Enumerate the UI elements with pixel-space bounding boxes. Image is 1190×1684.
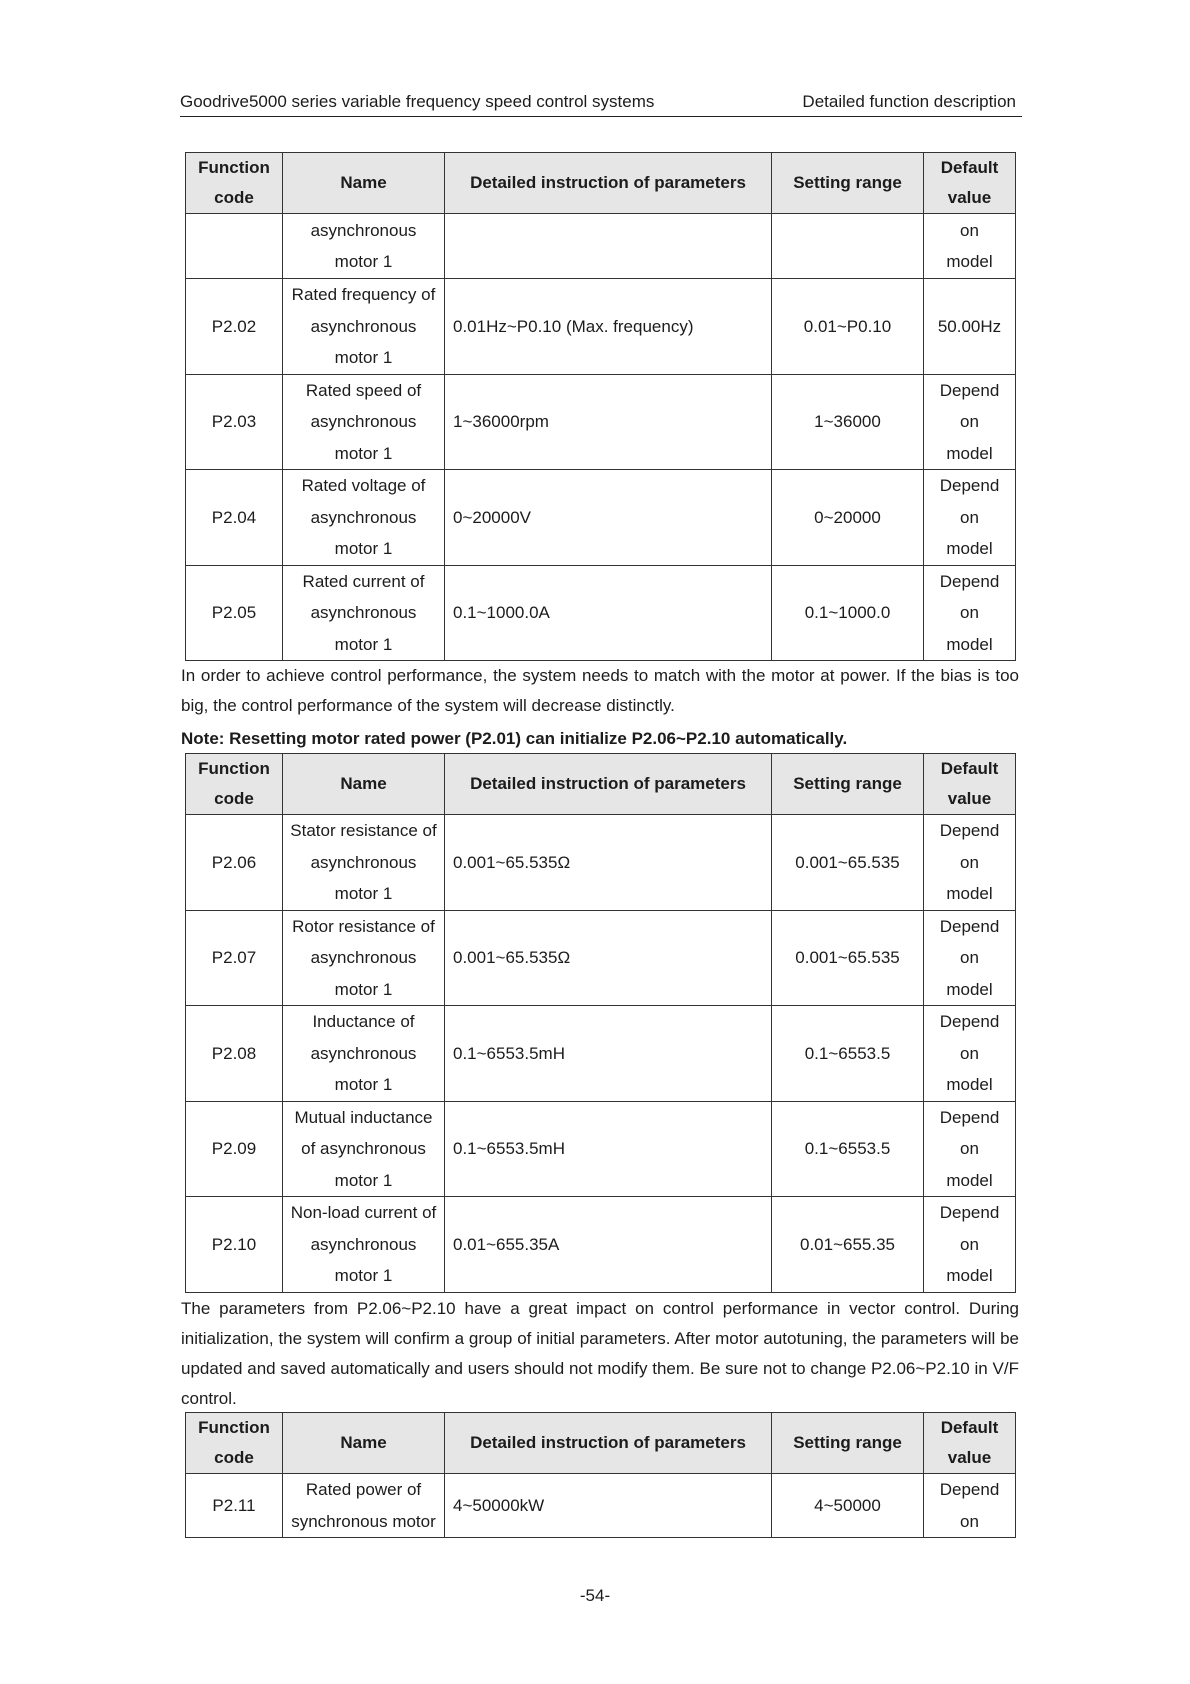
param-name: Rated current of asynchronous motor 1 — [283, 565, 445, 661]
col-header-default: Default value — [924, 754, 1016, 815]
param-description: 0.001~65.535Ω — [445, 910, 772, 1006]
setting-range: 0~20000 — [772, 470, 924, 566]
default-value: Depend on model — [924, 1006, 1016, 1102]
setting-range: 0.001~65.535 — [772, 815, 924, 911]
table-row — [186, 470, 1016, 566]
col-header-description: Detailed instruction of parameters — [445, 1413, 772, 1474]
setting-range: 0.1~6553.5 — [772, 1101, 924, 1197]
param-name: Rated frequency of asynchronous motor 1 — [283, 279, 445, 375]
setting-range: 4~50000 — [772, 1474, 924, 1538]
default-value: Depend on model — [924, 1197, 1016, 1293]
param-description — [445, 214, 772, 279]
table-row — [186, 1474, 1016, 1538]
default-value: Depend on model — [924, 815, 1016, 911]
table-row — [186, 279, 1016, 375]
col-header-default: Default value — [924, 153, 1016, 214]
col-header-name: Name — [283, 754, 445, 815]
param-description: 1~36000rpm — [445, 374, 772, 470]
param-description: 0~20000V — [445, 470, 772, 566]
function-code — [186, 214, 283, 279]
page-header — [180, 92, 1022, 117]
table-header-row — [186, 153, 1016, 214]
param-name: Rated power of synchronous motor — [283, 1474, 445, 1538]
param-name: asynchronous motor 1 — [283, 214, 445, 279]
parameter-table-2 — [185, 753, 1016, 1293]
paragraph-motor-matching: In order to achieve control performance, the system needs to match with the motor at power. If the bias is too big, the control performance of the system will decrease distinctly. — [181, 666, 1019, 715]
param-name: Non-load current of asynchronous motor 1 — [283, 1197, 445, 1293]
col-header-function-code: Function code — [186, 153, 283, 214]
default-value: Depend on model — [924, 470, 1016, 566]
setting-range: 0.01~P0.10 — [772, 279, 924, 375]
col-header-description: Detailed instruction of parameters — [445, 754, 772, 815]
header-title: Goodrive5000 series variable frequency speed control systems — [180, 92, 655, 111]
col-header-function-code: Function code — [186, 754, 283, 815]
param-name: Stator resistance of asynchronous motor 1 — [283, 815, 445, 911]
col-header-description: Detailed instruction of parameters — [445, 153, 772, 214]
page-number: -54- — [579, 1586, 611, 1605]
table-row — [186, 1006, 1016, 1102]
param-description: 0.1~6553.5mH — [445, 1006, 772, 1102]
param-description: 0.01Hz~P0.10 (Max. frequency) — [445, 279, 772, 375]
setting-range: 0.1~1000.0 — [772, 565, 924, 661]
col-header-name: Name — [283, 153, 445, 214]
default-value: Depend on model — [924, 565, 1016, 661]
function-code: P2.04 — [186, 470, 283, 566]
table-row-continued — [186, 214, 1016, 279]
function-code: P2.09 — [186, 1101, 283, 1197]
param-description: 0.01~655.35A — [445, 1197, 772, 1293]
table-row — [186, 910, 1016, 1006]
function-code: P2.06 — [186, 815, 283, 911]
default-value: Depend on — [924, 1474, 1016, 1538]
function-code: P2.02 — [186, 279, 283, 375]
param-description: 0.1~6553.5mH — [445, 1101, 772, 1197]
col-header-setting-range: Setting range — [772, 754, 924, 815]
default-value: Depend on model — [924, 374, 1016, 470]
table-header-row — [186, 754, 1016, 815]
table-row — [186, 1101, 1016, 1197]
default-value: Depend on model — [924, 910, 1016, 1006]
setting-range: 0.1~6553.5 — [772, 1006, 924, 1102]
setting-range — [772, 214, 924, 279]
param-name: Rated voltage of asynchronous motor 1 — [283, 470, 445, 566]
default-value: Depend on model — [924, 1101, 1016, 1197]
col-header-function-code: Function code — [186, 1413, 283, 1474]
parameter-table-1 — [185, 152, 1016, 661]
note-reset-rated-power: Note: Resetting motor rated power (P2.01) can initialize P2.06~P2.10 automatically. — [181, 729, 848, 748]
param-description: 0.001~65.535Ω — [445, 815, 772, 911]
param-name: Inductance of asynchronous motor 1 — [283, 1006, 445, 1102]
col-header-default: Default value — [924, 1413, 1016, 1474]
param-description: 0.1~1000.0A — [445, 565, 772, 661]
default-value: 50.00Hz — [924, 279, 1016, 375]
setting-range: 1~36000 — [772, 374, 924, 470]
table-row — [186, 374, 1016, 470]
table-header-row — [186, 1413, 1016, 1474]
table-row — [186, 1197, 1016, 1293]
setting-range: 0.01~655.35 — [772, 1197, 924, 1293]
param-description: 4~50000kW — [445, 1474, 772, 1538]
param-name: Mutual inductance of asynchronous motor 1 — [283, 1101, 445, 1197]
default-value: on model — [924, 214, 1016, 279]
table-row — [186, 565, 1016, 661]
function-code: P2.08 — [186, 1006, 283, 1102]
col-header-setting-range: Setting range — [772, 153, 924, 214]
function-code: P2.07 — [186, 910, 283, 1006]
function-code: P2.03 — [186, 374, 283, 470]
header-section: Detailed function description — [802, 92, 1016, 111]
function-code: P2.10 — [186, 1197, 283, 1293]
col-header-name: Name — [283, 1413, 445, 1474]
param-name: Rotor resistance of asynchronous motor 1 — [283, 910, 445, 1006]
function-code: P2.05 — [186, 565, 283, 661]
parameter-table-3 — [185, 1412, 1016, 1538]
col-header-setting-range: Setting range — [772, 1413, 924, 1474]
param-name: Rated speed of asynchronous motor 1 — [283, 374, 445, 470]
function-code: P2.11 — [186, 1474, 283, 1538]
setting-range: 0.001~65.535 — [772, 910, 924, 1006]
paragraph-vector-control: The parameters from P2.06~P2.10 have a great impact on control performance in vector control. During initialization, the system will confirm a group of initial parameters. After motor autotuning, the parameters will be updated and saved automatically and users should not modify them. Be sure not to change P2.06~P2.10 in V/F control. — [181, 1299, 1019, 1408]
table-row — [186, 815, 1016, 911]
